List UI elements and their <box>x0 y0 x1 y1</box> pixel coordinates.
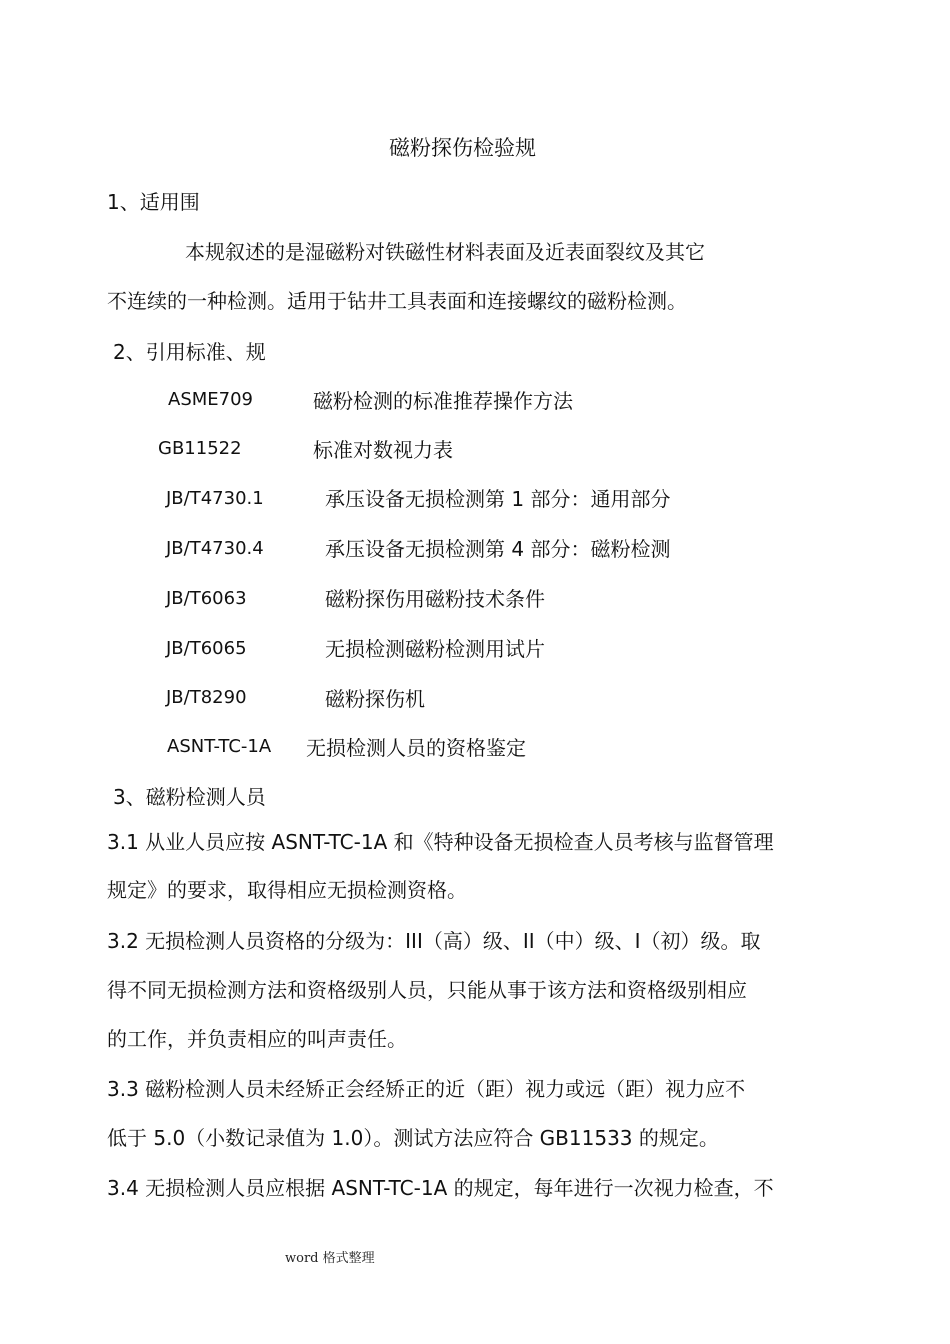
standard-code: ASME709 <box>168 389 253 410</box>
paragraph-3-1-line-1: 3.1 从业人员应按 ASNT-TC-1A 和《特种设备无损检查人员考核与监督管理 <box>107 830 774 854</box>
section-3-heading: 3、磁粉检测人员 <box>113 785 266 809</box>
paragraph-3-2-line-2: 得不同无损检测方法和资格级别人员，只能从事于该方法和资格级别相应 <box>107 978 747 1002</box>
paragraph-3-3-line-2: 低于 5.0（小数记录值为 1.0）。测试方法应符合 GB11533 的规定。 <box>107 1126 719 1150</box>
standard-code: GB11522 <box>158 438 242 459</box>
standard-code: ASNT-TC-1A <box>167 736 272 757</box>
standard-description: 磁粉检测的标准推荐操作方法 <box>313 389 573 413</box>
section-1-paragraph-line-2: 不连续的一种检测。适用于钻井工具表面和连接螺纹的磁粉检测。 <box>107 289 687 313</box>
page-footer: word 格式整理 <box>285 1251 375 1266</box>
standard-code: JB/T6065 <box>166 638 247 659</box>
standard-code: JB/T4730.1 <box>166 488 264 509</box>
standard-description: 磁粉探伤机 <box>325 687 425 711</box>
standard-code: JB/T4730.4 <box>166 538 264 559</box>
page-title: 磁粉探伤检验规 <box>389 136 536 160</box>
paragraph-3-2-line-1: 3.2 无损检测人员资格的分级为：III（高）级、II（中）级、I（初）级。取 <box>107 929 761 953</box>
standard-description: 标准对数视力表 <box>313 438 453 462</box>
standard-description: 无损检测磁粉检测用试片 <box>325 637 545 661</box>
standard-description: 承压设备无损检测第 1 部分：通用部分 <box>325 487 671 511</box>
paragraph-3-4-line-1: 3.4 无损检测人员应根据 ASNT-TC-1A 的规定，每年进行一次视力检查，不 <box>107 1176 774 1200</box>
section-1-paragraph-line-1: 本规叙述的是湿磁粉对铁磁性材料表面及近表面裂纹及其它 <box>185 240 705 264</box>
section-2-heading: 2、引用标准、规 <box>113 340 266 364</box>
standard-description: 无损检测人员的资格鉴定 <box>306 736 526 760</box>
standard-description: 承压设备无损检测第 4 部分：磁粉检测 <box>325 537 671 561</box>
section-1-heading: 1、适用围 <box>107 190 200 214</box>
paragraph-3-3-line-1: 3.3 磁粉检测人员未经矫正会经矫正的近（距）视力或远（距）视力应不 <box>107 1077 746 1101</box>
paragraph-3-2-line-3: 的工作，并负责相应的叫声责任。 <box>107 1027 407 1051</box>
standard-code: JB/T8290 <box>166 687 247 708</box>
paragraph-3-1-line-2: 规定》的要求，取得相应无损检测资格。 <box>107 878 467 902</box>
standard-description: 磁粉探伤用磁粉技术条件 <box>325 587 545 611</box>
standard-code: JB/T6063 <box>166 588 247 609</box>
